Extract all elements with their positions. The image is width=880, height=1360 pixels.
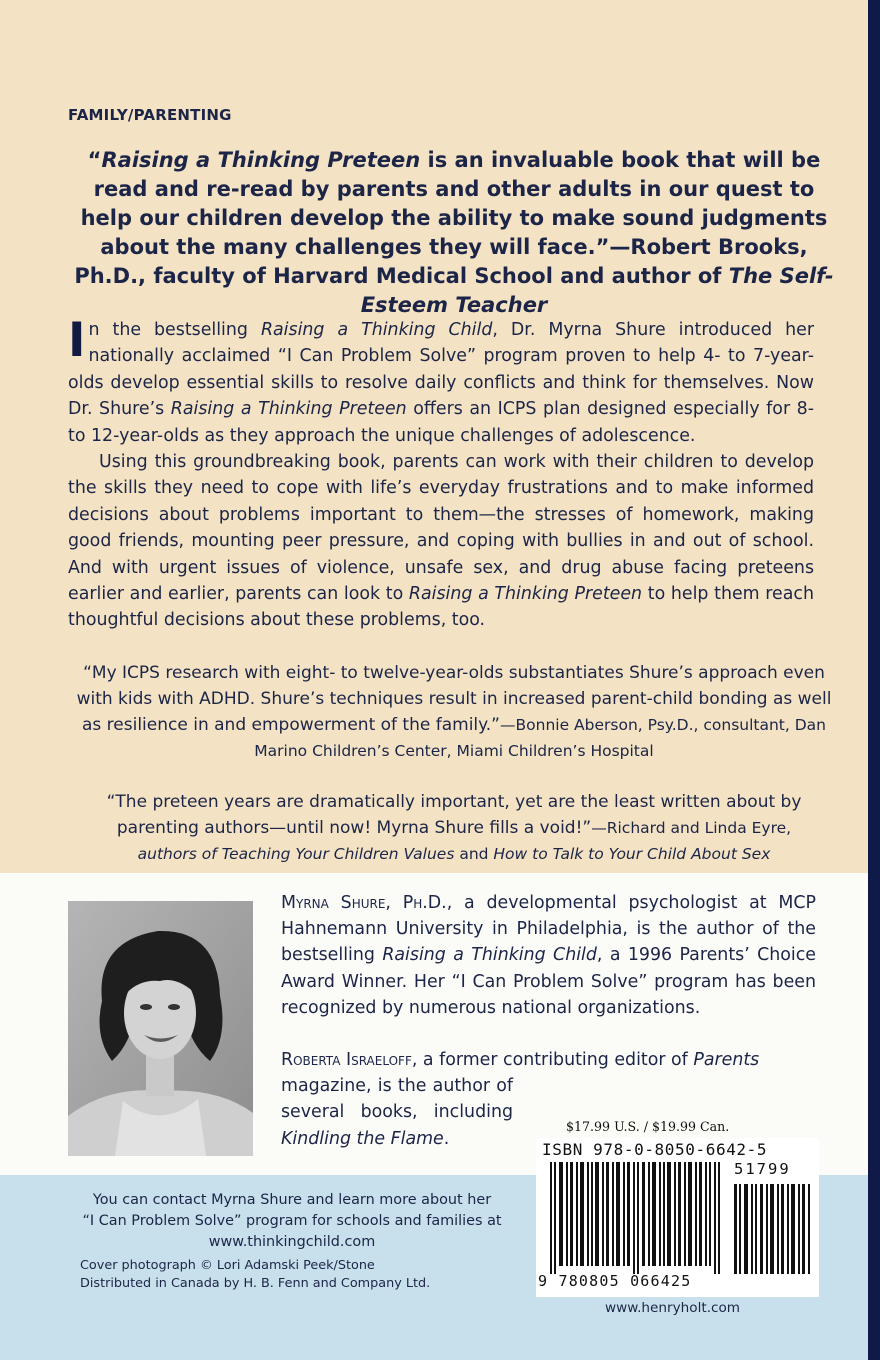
blurb-eyre-and: and xyxy=(454,845,494,863)
author-photo xyxy=(68,901,253,1156)
blurb-aberson-quote: “My ICPS research with eight- to twelve-year-olds substantiates Shure’s approach even with kids with ADHD. Shure’s techniques result in increased parent-child bonding as well as resilience in and empowerment of the family.” xyxy=(76,663,832,735)
bio-israeloff-continued xyxy=(281,1073,513,1152)
photo-credit: Cover photograph © Lori Adamski Peek/Stone xyxy=(80,1258,375,1273)
barcode-icon xyxy=(548,1162,814,1274)
bio-israeloff-name: Roberta Israeloff xyxy=(281,1050,412,1070)
bio-israeloff-magazine: Parents xyxy=(693,1050,760,1070)
p1-title-2: Raising a Thinking Preteen xyxy=(170,399,407,420)
p1-text-b: , Dr. Myrna Shure introduced her nationally acclaimed “I Can Problem Solve” program proven to help 4- to 7-year-olds develop essential skills to resolve daily conflicts and think for themselves. Now Dr. Shure’s xyxy=(68,320,814,420)
bio-israeloff-paragraph xyxy=(281,1047,816,1073)
p2-text-a: Using this groundbreaking book, parents can work with their children to develop the skills they need to cope with life’s everyday frustrations and to make informed decisions about problems important to them—the stresses of homework, making good friends, mounting peer pressure, and coping with bullies in and out of school. And with urgent issues of violence, unsafe sex, and drug abuse facing preteens earlier and earlier, parents can look to xyxy=(68,452,814,605)
publisher-website[interactable]: www.henryholt.com xyxy=(605,1300,741,1316)
drop-cap: I xyxy=(68,313,86,368)
blurb-aberson-attribution: —Bonnie Aberson, Psy.D., consultant, Dan Marino Children’s Center, Miami Children’s Hospital xyxy=(254,716,826,760)
price-label: $17.99 U.S. / $19.99 Can. xyxy=(566,1119,730,1134)
lead-quote-book: The Self-Esteem Teacher xyxy=(360,264,834,317)
blurb-eyre-book-1: Teaching Your Children Values xyxy=(221,845,455,863)
contact-info xyxy=(68,1190,516,1253)
author-portrait-image xyxy=(68,901,253,1156)
lead-quote-text: is an invaluable book that will be read and re-read by parents and other adults in our quest to help our children develop the ability to make sound judgments about the many challenges they will face.”—Robert Brooks, Ph.D., faculty of Harvard Medical School and author of xyxy=(74,148,828,288)
spine-edge xyxy=(868,0,880,1360)
lead-quote-title: Raising a Thinking Preteen xyxy=(101,148,421,172)
category-label: FAMILY/PARENTING xyxy=(68,106,232,124)
p1-text-c: offers an ICPS plan designed especially for 8- to 12-year-olds as they approach the unique challenges of adolescence. xyxy=(68,399,815,446)
distribution-credit: Distributed in Canada by H. B. Fenn and Company Ltd. xyxy=(80,1276,431,1291)
lead-quote xyxy=(68,146,840,320)
credits xyxy=(80,1257,430,1293)
open-quote-mark: “ xyxy=(87,148,102,172)
blurb-eyre-authors-of: authors of xyxy=(137,845,222,863)
bio-shure-name: Myrna Shure, Ph.D. xyxy=(281,893,447,913)
contact-url[interactable]: www.thinkingchild.com xyxy=(208,1234,376,1250)
p1-text-a: n the bestselling xyxy=(88,320,261,340)
contact-line-1: You can contact Myrna Shure and learn more about her xyxy=(92,1192,492,1208)
blurb-eyre xyxy=(68,789,840,867)
blurb-aberson xyxy=(68,660,840,764)
description-paragraph-2 xyxy=(68,449,814,634)
description xyxy=(68,313,815,634)
bio-israeloff-text-b: magazine, is the author of several books, including xyxy=(281,1076,513,1123)
p2-text-b: to help them reach thoughtful decisions about these problems, too. xyxy=(68,584,814,631)
bio-israeloff-text-c: . xyxy=(443,1128,450,1149)
blurb-eyre-book-2: How to Talk to Your Child About Sex xyxy=(493,845,771,863)
ean-digits: 9 780805 066425 xyxy=(538,1272,692,1290)
contact-line-2: “I Can Problem Solve” program for schools and families at xyxy=(82,1213,502,1229)
addon-code: 51799 xyxy=(734,1160,791,1178)
bio-israeloff-title: Kindling the Flame xyxy=(281,1128,444,1149)
p2-title: Raising a Thinking Preteen xyxy=(408,584,643,605)
blurb-eyre-attribution: —Richard and Linda Eyre, xyxy=(591,819,792,837)
bio-myrna-shure xyxy=(281,890,816,1021)
bio-shure-text-b: , a 1996 Parents’ Choice Award Winner. Her “I Can Problem Solve” program has been recognized by numerous national organizations. xyxy=(281,945,816,1018)
blurb-eyre-credit xyxy=(138,845,771,863)
p1-title-1: Raising a Thinking Child xyxy=(260,320,493,340)
isbn-label: ISBN 978-0-8050-6642-5 xyxy=(542,1140,768,1159)
description-paragraph-1 xyxy=(68,313,815,449)
blurb-eyre-quote: “The preteen years are dramatically important, yet are the least written about by parenting authors—until now! Myrna Shure fills a void!” xyxy=(106,792,802,838)
bio-roberta-israeloff xyxy=(281,1047,816,1152)
bio-shure-text-a: , a developmental psychologist at MCP Hahnemann University in Philadelphia, is the author of the bestselling xyxy=(281,893,816,966)
bio-shure-paragraph xyxy=(281,890,816,1021)
bio-shure-title: Raising a Thinking Child xyxy=(382,945,597,966)
bio-israeloff-text-a: , a former contributing editor of xyxy=(411,1050,694,1070)
